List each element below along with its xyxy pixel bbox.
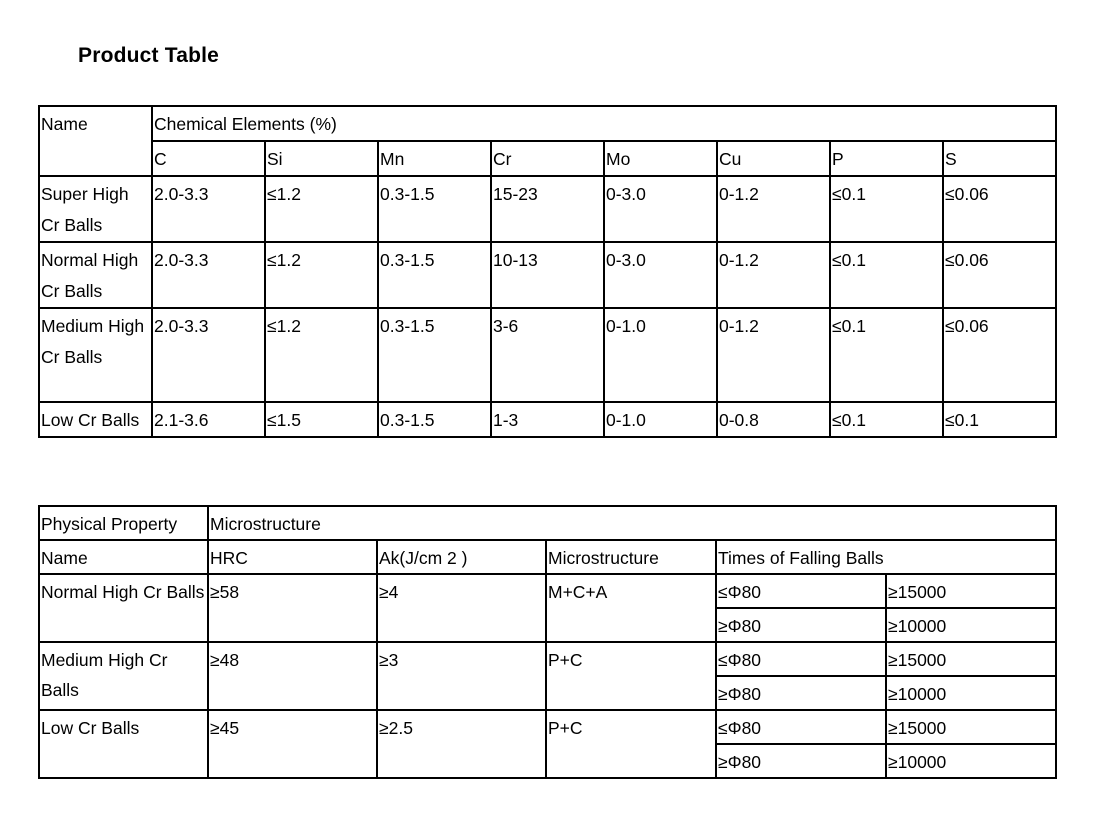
- cell-si: ≤1.2: [265, 308, 378, 402]
- chem-header-row: [39, 106, 1056, 141]
- page-title: Product Table: [78, 44, 220, 67]
- cell-mo: 0-3.0: [604, 242, 717, 308]
- cell-si: ≤1.2: [265, 176, 378, 242]
- cell-p: ≤0.1: [830, 402, 943, 437]
- cell-ball-size: ≥Φ80: [716, 676, 886, 710]
- row-name: Normal High Cr Balls: [39, 242, 152, 308]
- cell-si: ≤1.2: [265, 242, 378, 308]
- cell-fall-times: ≥15000: [886, 710, 1056, 744]
- cell-hrc: ≥58: [208, 574, 377, 642]
- chem-element-header-row: [39, 141, 1056, 176]
- cell-cu: 0-1.2: [717, 176, 830, 242]
- cell-ball-size: ≥Φ80: [716, 608, 886, 642]
- chemical-elements-table: [38, 105, 1057, 438]
- cell-mo: 0-1.0: [604, 402, 717, 437]
- cell-cr: 1-3: [491, 402, 604, 437]
- cell-mo: 0-1.0: [604, 308, 717, 402]
- cell-cr: 15-23: [491, 176, 604, 242]
- cell-si: ≤1.5: [265, 402, 378, 437]
- col-header-hrc: HRC: [208, 540, 377, 574]
- col-header-name: Name: [39, 540, 208, 574]
- cell-c: 2.1-3.6: [152, 402, 265, 437]
- cell-c: 2.0-3.3: [152, 308, 265, 402]
- cell-s: ≤0.06: [943, 176, 1056, 242]
- element-header-s: S: [943, 141, 1056, 176]
- table-row: [39, 402, 1056, 437]
- cell-hrc: ≥48: [208, 642, 377, 710]
- cell-mn: 0.3-1.5: [378, 242, 491, 308]
- cell-ball-size: ≤Φ80: [716, 574, 886, 608]
- element-header-cr: Cr: [491, 141, 604, 176]
- cell-p: ≤0.1: [830, 308, 943, 402]
- cell-cu: 0-1.2: [717, 308, 830, 402]
- phys-header-row: [39, 540, 1056, 574]
- cell-mo: 0-3.0: [604, 176, 717, 242]
- cell-cr: 10-13: [491, 242, 604, 308]
- cell-ball-size: ≤Φ80: [716, 642, 886, 676]
- cell-ak: ≥4: [377, 574, 546, 642]
- element-header-c: C: [152, 141, 265, 176]
- row-name: Low Cr Balls: [39, 710, 208, 778]
- table-row: [39, 242, 1056, 308]
- cell-cu: 0-1.2: [717, 242, 830, 308]
- table-row: [39, 710, 1056, 744]
- cell-microstructure: P+C: [546, 710, 716, 778]
- cell-microstructure: P+C: [546, 642, 716, 710]
- row-name: Low Cr Balls: [39, 402, 152, 437]
- element-header-mo: Mo: [604, 141, 717, 176]
- table-row: [39, 176, 1056, 242]
- element-header-si: Si: [265, 141, 378, 176]
- chem-group-header: Chemical Elements (%): [152, 106, 1056, 141]
- cell-c: 2.0-3.3: [152, 242, 265, 308]
- cell-p: ≤0.1: [830, 242, 943, 308]
- cell-microstructure: M+C+A: [546, 574, 716, 642]
- col-header-falling-balls: Times of Falling Balls: [716, 540, 1056, 574]
- cell-fall-times: ≥10000: [886, 744, 1056, 778]
- row-name: Medium High Cr Balls: [39, 642, 208, 710]
- table-row: [39, 574, 1056, 608]
- cell-fall-times: ≥10000: [886, 676, 1056, 710]
- cell-p: ≤0.1: [830, 176, 943, 242]
- cell-s: ≤0.1: [943, 402, 1056, 437]
- element-header-mn: Mn: [378, 141, 491, 176]
- phys-top-row: [39, 506, 1056, 540]
- cell-ak: ≥3: [377, 642, 546, 710]
- element-header-p: P: [830, 141, 943, 176]
- cell-ball-size: ≥Φ80: [716, 744, 886, 778]
- element-header-cu: Cu: [717, 141, 830, 176]
- physical-property-header: Physical Property: [39, 506, 208, 540]
- cell-fall-times: ≥10000: [886, 608, 1056, 642]
- cell-fall-times: ≥15000: [886, 574, 1056, 608]
- cell-hrc: ≥45: [208, 710, 377, 778]
- col-header-ak: Ak(J/cm 2 ): [377, 540, 546, 574]
- cell-mn: 0.3-1.5: [378, 308, 491, 402]
- cell-s: ≤0.06: [943, 308, 1056, 402]
- cell-c: 2.0-3.3: [152, 176, 265, 242]
- cell-mn: 0.3-1.5: [378, 176, 491, 242]
- row-name: Super High Cr Balls: [39, 176, 152, 242]
- table-row: [39, 308, 1056, 402]
- row-name: Medium High Cr Balls: [39, 308, 152, 402]
- row-name: Normal High Cr Balls: [39, 574, 208, 642]
- cell-s: ≤0.06: [943, 242, 1056, 308]
- cell-ball-size: ≤Φ80: [716, 710, 886, 744]
- cell-fall-times: ≥15000: [886, 642, 1056, 676]
- microstructure-group-header: Microstructure: [208, 506, 1056, 540]
- physical-property-table: [38, 505, 1057, 779]
- chem-name-header: Name: [39, 106, 152, 176]
- cell-ak: ≥2.5: [377, 710, 546, 778]
- cell-cu: 0-0.8: [717, 402, 830, 437]
- cell-cr: 3-6: [491, 308, 604, 402]
- cell-mn: 0.3-1.5: [378, 402, 491, 437]
- col-header-microstructure: Microstructure: [546, 540, 716, 574]
- table-row: [39, 642, 1056, 676]
